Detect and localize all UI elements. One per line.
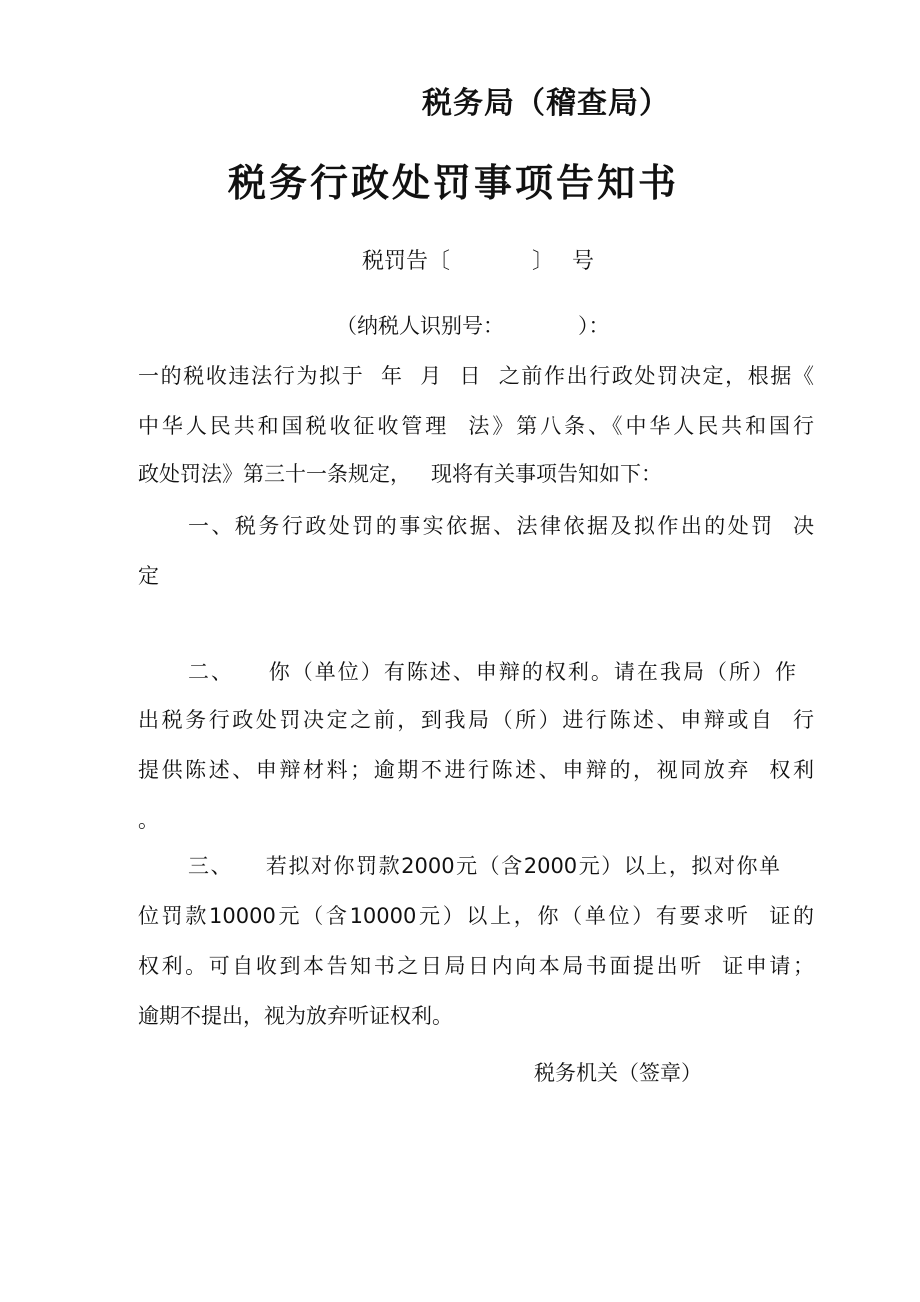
section-three-line: 三、 若拟对你罚款2000元（含2000元）以上，拟对你单	[188, 854, 780, 878]
doc-number-suffix: 号	[572, 249, 595, 274]
intro-line: 政处罚法》第三十一条规定， 现将有关事项告知如下：	[138, 462, 663, 486]
doc-number-bracket-close: 〕	[532, 249, 555, 274]
section-three-line: 逾期不提出，视为放弃听证权利。	[138, 1004, 453, 1028]
issuer-name: 税务局（稽查局）	[422, 86, 670, 121]
taxpayer-id-line	[336, 310, 610, 340]
section-one-line: 一、税务行政处罚的事实依据、法律依据及拟作出的处罚 决	[188, 514, 814, 538]
section-two-line: 出税务行政处罚决定之前，到我局（所）进行陈述、申辩或自 行	[138, 708, 814, 732]
section-two-line: 。	[138, 808, 159, 832]
taxpayer-id-label: （纳税人识别号：	[336, 314, 504, 338]
document-number	[362, 244, 594, 275]
section-three-line: 权利。可自收到本告知书之日局日内向本局书面提出听 证申请；	[138, 954, 814, 978]
section-one-line: 定	[138, 564, 159, 588]
doc-number-prefix: 税罚告〔	[362, 249, 451, 274]
intro-line: 中华人民共和国税收征收管理 法》第八条、《中华人民共和国行	[138, 414, 814, 438]
section-two-line: 提供陈述、申辩材料；逾期不进行陈述、申辩的，视同放弃 权利	[138, 758, 814, 782]
intro-line: 一的税收违法行为拟于 年 月 日 之前作出行政处罚决定，根据《	[138, 364, 814, 388]
section-two-line: 二、 你（单位）有陈述、申辩的权利。请在我局（所）作	[188, 660, 796, 684]
taxpayer-id-close: ）：	[578, 314, 610, 338]
signature-seal-label: 税务机关（签章）	[534, 1061, 702, 1085]
section-three-line: 位罚款10000元（含10000元）以上，你（单位）有要求听 证的	[138, 904, 814, 928]
document-title: 税务行政处罚事项告知书	[228, 161, 680, 205]
